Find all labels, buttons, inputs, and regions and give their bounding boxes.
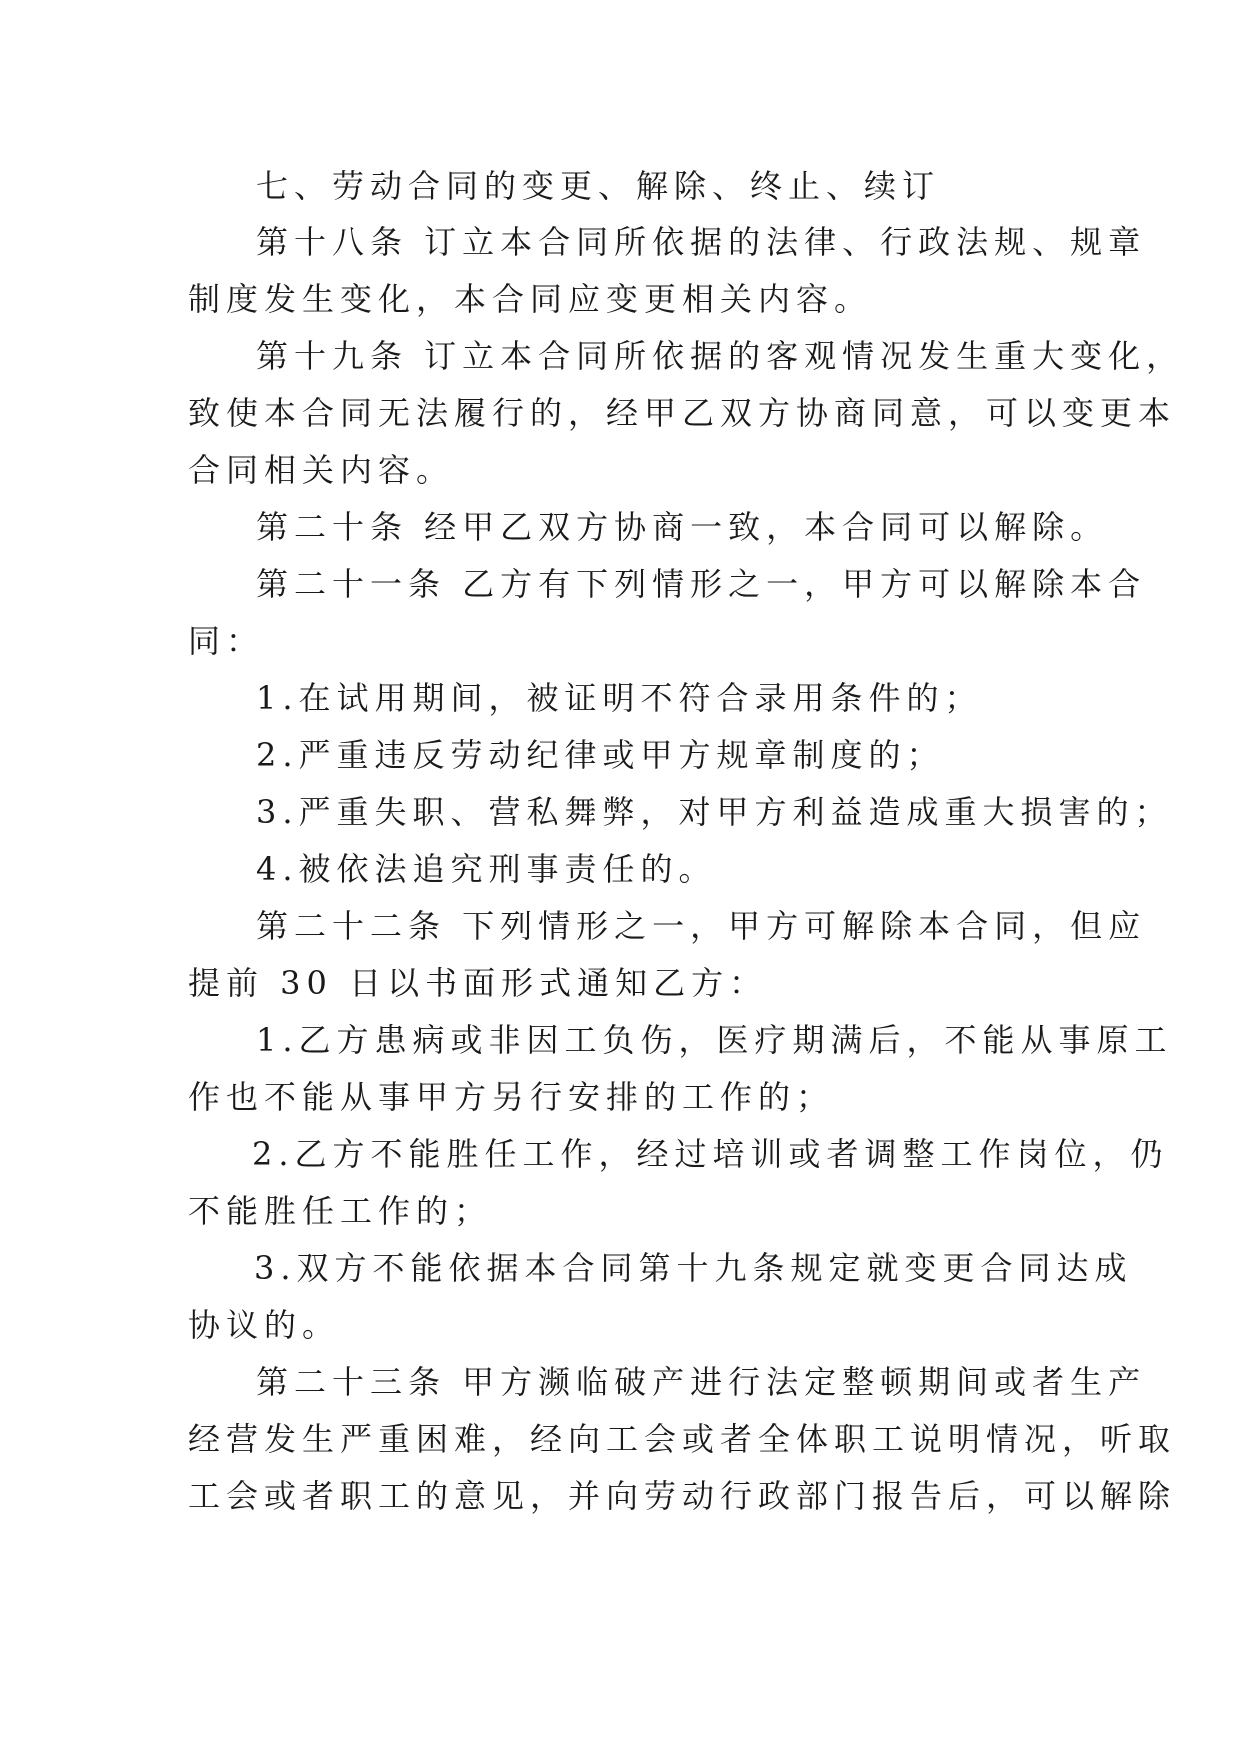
article-22-item-3-line-2: 协议的。 bbox=[188, 1306, 341, 1344]
article-19-line-3: 合同相关内容。 bbox=[188, 451, 455, 489]
article-18-line-1: 第十八条 订立本合同所依据的法律、行政法规、规章 bbox=[256, 223, 1147, 261]
article-21-line-1: 第二十一条 乙方有下列情形之一，甲方可以解除本合 bbox=[256, 565, 1147, 603]
section-heading: 七、劳动合同的变更、解除、终止、续订 bbox=[256, 167, 941, 205]
article-22-item-1-line-1: 1.乙方患病或非因工负伤，医疗期满后，不能从事原工 bbox=[256, 1021, 1173, 1059]
article-19-line-1: 第十九条 订立本合同所依据的客观情况发生重大变化， bbox=[256, 337, 1185, 375]
article-23-line-2: 经营发生严重困难，经向工会或者全体职工说明情况，听取 bbox=[188, 1420, 1177, 1458]
article-23-line-3: 工会或者职工的意见，并向劳动行政部门报告后，可以解除 bbox=[188, 1477, 1177, 1515]
article-19-line-2: 致使本合同无法履行的，经甲乙双方协商同意，可以变更本 bbox=[188, 394, 1177, 432]
article-18-line-2: 制度发生变化，本合同应变更相关内容。 bbox=[188, 280, 873, 318]
article-21-item-3: 3.严重失职、营私舞弊，对甲方利益造成重大损害的； bbox=[256, 793, 1173, 831]
article-21-item-4: 4.被依法追究刑事责任的。 bbox=[256, 850, 717, 888]
article-21-item-1: 1.在试用期间，被证明不符合录用条件的； bbox=[256, 679, 983, 717]
article-22-line-2: 提前 30 日以书面形式通知乙方： bbox=[188, 964, 768, 1002]
article-22-item-2-line-1: 2.乙方不能胜任工作，经过培训或者调整工作岗位，仍 bbox=[252, 1135, 1169, 1173]
article-22-line-1: 第二十二条 下列情形之一，甲方可解除本合同，但应 bbox=[256, 907, 1147, 945]
article-22-item-2-line-2: 不能胜任工作的； bbox=[188, 1192, 493, 1230]
article-20-line-1: 第二十条 经甲乙双方协商一致，本合同可以解除。 bbox=[256, 508, 1109, 546]
article-22-item-1-line-2: 作也不能从事甲方另行安排的工作的； bbox=[188, 1078, 835, 1116]
article-23-line-1: 第二十三条 甲方濒临破产进行法定整顿期间或者生产 bbox=[256, 1363, 1147, 1401]
article-21-line-2: 同： bbox=[188, 622, 265, 660]
article-21-item-2: 2.严重违反劳动纪律或甲方规章制度的； bbox=[256, 736, 945, 774]
article-22-item-3-line-1: 3.双方不能依据本合同第十九条规定就变更合同达成 bbox=[254, 1249, 1133, 1287]
